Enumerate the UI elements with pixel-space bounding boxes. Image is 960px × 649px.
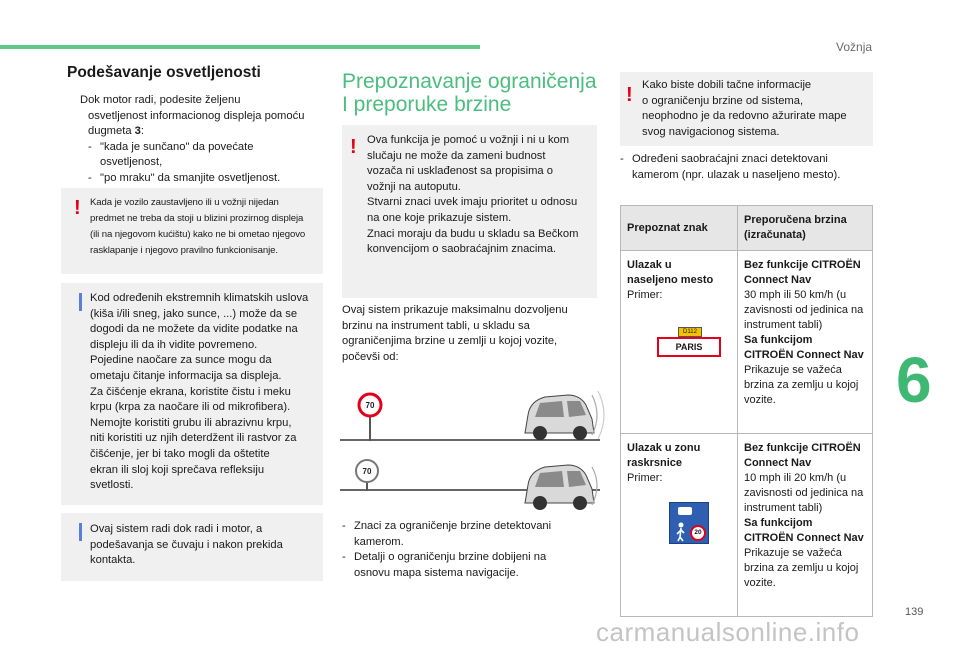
svg-text:70: 70	[365, 401, 375, 410]
warning-icon: !	[350, 136, 357, 158]
warning-icon: !	[74, 197, 81, 219]
speed-sign-illustration	[340, 375, 610, 515]
brightness-instructions	[68, 93, 323, 187]
table-header: Prepoznat znak	[621, 206, 738, 251]
info-text: Kod određenih ekstremnih klimatskih uslova (kiša i/ili sneg, jako sunce, ...) može da se dogodi da ne možete da vidite podatke na displeju ili da ih vidite povremeno. Pojedine naočare za sunce mogu da ometaju čitanje informacija sa displeja. Za čišćenje ekrana, koristite čistu i meku krpu (krpa za naočare ili od mikrofibera). Nemojte koristiti grubu ili abrazivnu krpu, niti koristiti uz njih deterdžent ili rastvor za čišćenje, jer bi tako mogli da oštetite ekran ili sloj koji sprečava refleksiju svetlosti.	[90, 292, 309, 492]
speed-cell: Bez funkcije CITROËN Connect Nav 30 mph ili 50 km/h (u zavisnosti od jedinica na instrument tabli) Sa funkcijom CITROËN Connect Nav Prikazuje se važeća brzina za zemlju u kojoj vozite.	[738, 251, 873, 434]
intro-line: dugmeta 3:	[88, 125, 144, 138]
section-title: Vožnja	[836, 40, 873, 54]
bullet-icon	[68, 93, 80, 109]
info-icon	[79, 293, 82, 311]
system-description: Ovaj sistem prikazuje maksimalnu dozvoljenu brzinu na instrument tabli, u skladu sa ograničenjima brzine u zemlji u kojoj vozite, počevši od:	[342, 304, 568, 363]
chapter-number: 6	[896, 344, 932, 416]
system-info-box	[61, 513, 323, 581]
option-sunny-cont: osvetljenost,	[100, 156, 163, 169]
sign-cell: Ulazak u naseljeno mesto Primer: D112 PARIS	[621, 251, 738, 434]
intro-line: Dok motor radi, podesite željenu	[80, 94, 241, 106]
display-warning-box	[61, 188, 323, 274]
pedestrian-icon	[670, 503, 708, 543]
option-dark: "po mraku" da smanjite osvetljenost.	[100, 171, 281, 184]
table-header-row	[621, 206, 873, 251]
intro-line: osvetljenost informacionog displeja pomoću	[88, 109, 305, 122]
town-sign-icon: D112 PARIS	[657, 327, 721, 357]
dash-icon: -	[88, 171, 92, 184]
driving-aid-warning-box	[342, 125, 597, 298]
zone-sign-icon: 20	[669, 502, 709, 544]
warning-text: Kada je vozilo zaustavljeno ili u vožnji nijedan predmet ne treba da stoji u blizini prozirnog displeja (ili na njegovom kućištu) kako ne bi ometao njegovo rasklapanje i njegovo pravilno funkcionisanje.	[90, 197, 306, 256]
dash-icon: -	[88, 140, 92, 153]
climate-info-box	[61, 283, 323, 505]
watermark: carmanualsonline.info	[596, 617, 860, 647]
svg-text:70: 70	[362, 467, 372, 476]
data-sources-list: - Znaci za ograničenje brzine detektovani kamerom. - Detalji o ograničenju brzine dobijeni na osnovu mapa sistema navigacije.	[342, 520, 552, 579]
speed-recognition-title: Prepoznavanje ograničenja I preporuke brzine	[342, 70, 597, 116]
warning-text: Kako biste dobili tačne informacije o ograničenju brzine od sistema, neophodno je da redovno ažurirate mape svog navigacionog sistema.	[642, 79, 847, 138]
warning-text: Ova funkcija je pomoć u vožnji i ni u kom slučaju ne može da zameni budnost vozača ni usklađenost sa propisima o vožnji na autoputu. Stvarni znaci uvek imaju prioritet u odnosu na one koje prikazuje sistem. Znaci moraju da budu u skladu sa Bečkom konvencijom o saobraćajnim znacima.	[367, 134, 579, 256]
detected-signs-list: - Određeni saobraćajni znaci detektovani kamerom (npr. ulazak u naseljeno mesto).	[620, 153, 841, 181]
brightness-heading: Podešavanje osvetljenosti	[67, 64, 261, 81]
table-row	[621, 434, 873, 617]
sign-cell: Ulazak u zonu raskrsnice Primer: 20	[621, 434, 738, 617]
car-icon	[525, 395, 594, 440]
car-icon	[525, 465, 594, 510]
table-header: Preporučena brzina (izračunata)	[738, 206, 873, 251]
option-sunny: "kada je sunčano" da povećate	[100, 140, 254, 153]
button-number: 3	[134, 125, 141, 138]
speed-cell: Bez funkcije CITROËN Connect Nav 10 mph ili 20 km/h (u zavisnosti od jedinica na instrument tabli) Sa funkcijom CITROËN Connect Nav Prikazuje se važeća brzina za zemlju u kojoj vozite.	[738, 434, 873, 617]
map-update-warning-box	[620, 72, 873, 146]
info-text: Ovaj sistem radi dok radi i motor, a podešavanja se čuvaju i nakon prekida kontakta.	[90, 523, 283, 567]
page-number: 139	[905, 606, 924, 618]
table-row	[621, 251, 873, 434]
header-accent-bar	[0, 45, 480, 49]
warning-icon: !	[626, 84, 633, 106]
info-icon	[79, 523, 82, 541]
recognized-signs-table	[620, 205, 873, 617]
